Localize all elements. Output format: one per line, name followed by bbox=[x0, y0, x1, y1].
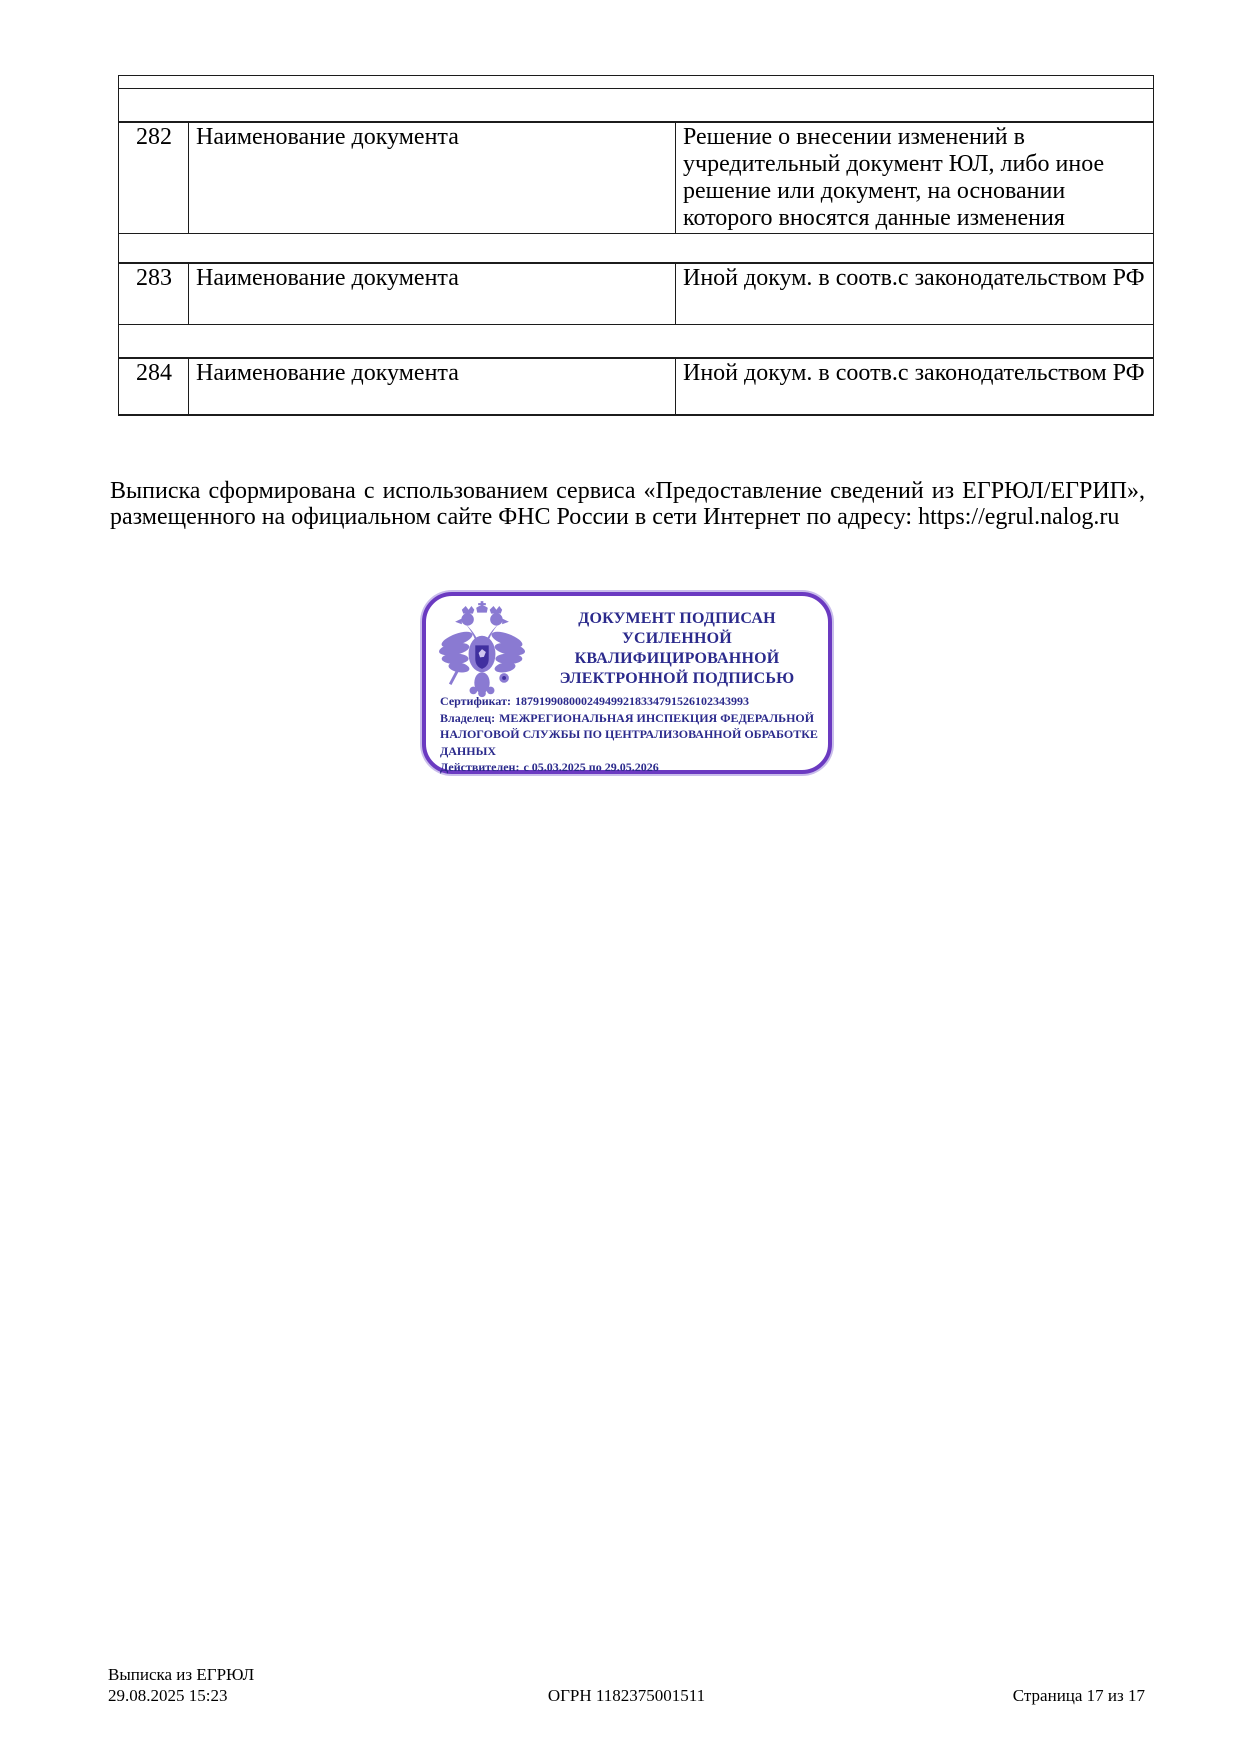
service-note-text: Выписка сформирована с использованием сервиса «Предоставление сведений из ЕГРЮЛ/ЕГРИП», размещенного на официальном сайте ФНС России в сети Интернет по адресу: bbox=[110, 478, 1145, 530]
footer-page-number: Страница 17 из 17 bbox=[1012, 1686, 1145, 1705]
row-value-cell: Иной докум. в соотв.с законодательством РФ bbox=[676, 358, 1154, 415]
row-label-cell: Наименование документа bbox=[189, 358, 676, 415]
row-label-cell: Наименование документа bbox=[189, 263, 676, 324]
footer bbox=[108, 1664, 1145, 1708]
russian-coat-of-arms-icon bbox=[434, 601, 530, 705]
row-value-cell: Иной докум. в соотв.с законодательством РФ bbox=[676, 263, 1154, 324]
document-records-table bbox=[118, 75, 1154, 416]
certificate-value: 187919908000249499218334791526102343993 bbox=[515, 694, 749, 708]
row-number-cell: 284 bbox=[119, 358, 189, 415]
footer-doc-type: Выписка из ЕГРЮЛ bbox=[108, 1665, 255, 1684]
owner-label: Владелец: bbox=[440, 710, 496, 725]
certificate-line bbox=[440, 693, 818, 710]
stamp-details bbox=[440, 693, 818, 776]
validity-line bbox=[440, 759, 818, 776]
egrul-url[interactable]: https://egrul.nalog.ru bbox=[918, 504, 1120, 530]
table-spacer-row bbox=[119, 76, 1154, 89]
table-spacer-row bbox=[119, 89, 1154, 122]
electronic-signature-stamp bbox=[422, 592, 832, 774]
spacer-cell bbox=[119, 233, 1154, 263]
table-row bbox=[119, 122, 1154, 234]
row-number-cell: 283 bbox=[119, 263, 189, 324]
validity-value: с 05.03.2025 по 29.05.2026 bbox=[523, 760, 659, 774]
service-note bbox=[110, 478, 1145, 530]
stamp-title-line: УСИЛЕННОЙ КВАЛИФИЦИРОВАННОЙ bbox=[574, 630, 780, 667]
spacer-cell bbox=[119, 324, 1154, 358]
table-spacer-row bbox=[119, 324, 1154, 358]
row-value-cell: Решение о внесении изменений в учредительный документ ЮЛ, либо иное решение или документ, на основании которого вносятся данные изменения bbox=[676, 122, 1154, 234]
stamp-title bbox=[534, 609, 820, 689]
stamp-title-line: ЭЛЕКТРОННОЙ ПОДПИСЬЮ bbox=[559, 670, 795, 687]
owner-line bbox=[440, 710, 818, 760]
spacer-cell bbox=[119, 76, 1154, 89]
owner-value: МЕЖРЕГИОНАЛЬНАЯ ИНСПЕКЦИЯ ФЕДЕРАЛЬНОЙ НАЛОГОВОЙ СЛУЖБЫ ПО ЦЕНТРАЛИЗОВАННОЙ ОБРАБОТКЕ ДАННЫХ bbox=[440, 710, 818, 758]
validity-label: Действителен: bbox=[440, 760, 520, 774]
certificate-label: Сертификат: bbox=[440, 694, 511, 708]
table-spacer-row bbox=[119, 233, 1154, 263]
table-row bbox=[119, 358, 1154, 415]
footer-ogrn: ОГРН 1182375001511 bbox=[547, 1686, 706, 1705]
stamp-title-line: ДОКУМЕНТ ПОДПИСАН bbox=[578, 610, 776, 627]
footer-datetime: 29.08.2025 15:23 bbox=[108, 1686, 228, 1705]
table-row bbox=[119, 263, 1154, 324]
row-label-cell: Наименование документа bbox=[189, 122, 676, 234]
row-number-cell: 282 bbox=[119, 122, 189, 234]
spacer-cell bbox=[119, 89, 1154, 122]
